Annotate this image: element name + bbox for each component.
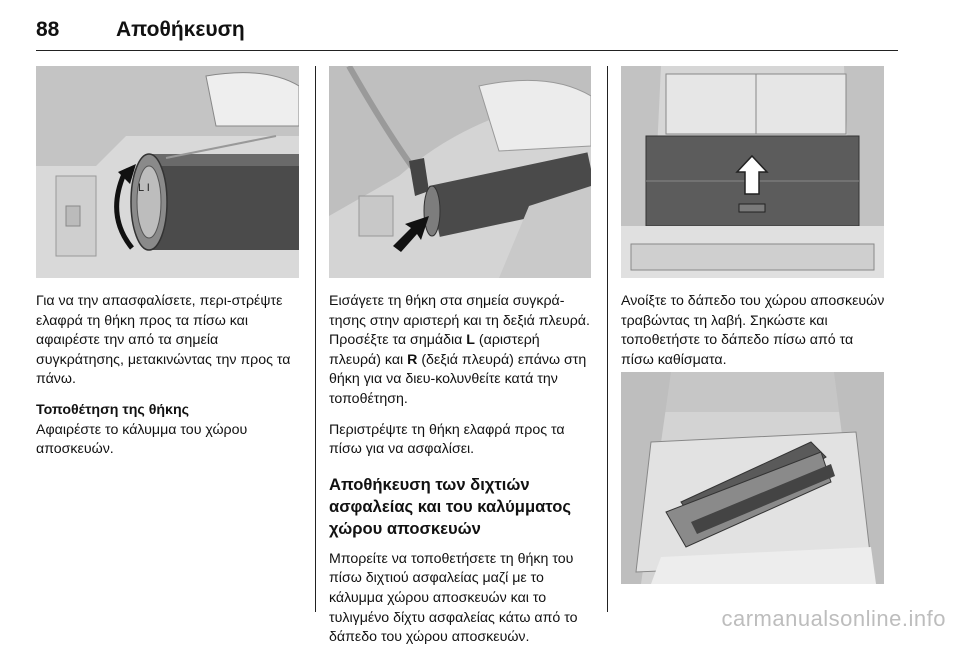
mark-r: R	[407, 351, 418, 368]
header-rule	[36, 50, 898, 51]
figure-floor-panel	[621, 66, 884, 278]
mark-l: L	[466, 332, 475, 349]
section-heading-storage: Αποθήκευση των διχτιών ασφαλείας και του καλύμματος χώρου αποσκευών	[329, 474, 572, 538]
paragraph-rotate-roller: Περιστρέψτε τη θήκη ελαφρά προς τα πίσω για να ασφαλίσει.	[329, 421, 565, 458]
page-title: Αποθήκευση	[116, 18, 245, 41]
subheading-install-roller: Τοποθέτηση της θήκης	[36, 401, 190, 418]
paragraph-insert-roller: Εισάγετε τη θήκη στα σημεία συγκρά‐τησης στην αριστερή και τη δεξιά πλευρά. Προσέξτε τα σημάδια L (αριστερή πλευρά) και R (δεξιά πλευρά) επάνω στη θήκη για να διευ‐κολυνθείτε κατά την τοποθέτηση.	[329, 293, 590, 407]
page-number: 88	[36, 18, 60, 41]
paragraph-open-floor: Ανοίξτε το δάπεδο του χώρου αποσκευών τραβώντας τη λαβή. Σηκώστε και τοποθετήστε το δάπεδο πίσω από τα πίσω καθίσματα.	[621, 293, 885, 368]
paragraph-storage-location: Μπορείτε να τοποθετήσετε τη θήκη του πίσω διχτιού ασφαλείας μαζί με το κάλυμμα χώρου αποσκευών και το τυλιγμένο δίχτυ ασφαλείας κάτω από το δάπεδο του χώρου αποσκευών.	[329, 550, 578, 646]
column-2-text	[329, 292, 595, 659]
paragraph-remove-cover: Αφαιρέστε το κάλυμμα του χώρου αποσκευών.	[36, 421, 248, 458]
column-3-text	[621, 292, 887, 381]
column-separator-1	[315, 66, 316, 612]
watermark: carmanualsonline.info	[721, 606, 946, 631]
figure-roller-insertion	[329, 66, 591, 278]
page-header	[36, 6, 898, 52]
column-1-text	[36, 292, 304, 471]
paragraph-unlock-roller: Για να την απασφαλίσετε, περι‐στρέψτε ελαφρά τη θήκη προς τα πίσω και αφαιρέστε την από τα σημεία συγκράτησης, μετακινώντας την προς τα πάνω.	[36, 293, 291, 388]
roller-marks-label: L I	[138, 182, 150, 194]
figure-roller-removal	[36, 66, 299, 278]
column-separator-2	[607, 66, 608, 612]
figure-net-storage	[621, 372, 884, 584]
